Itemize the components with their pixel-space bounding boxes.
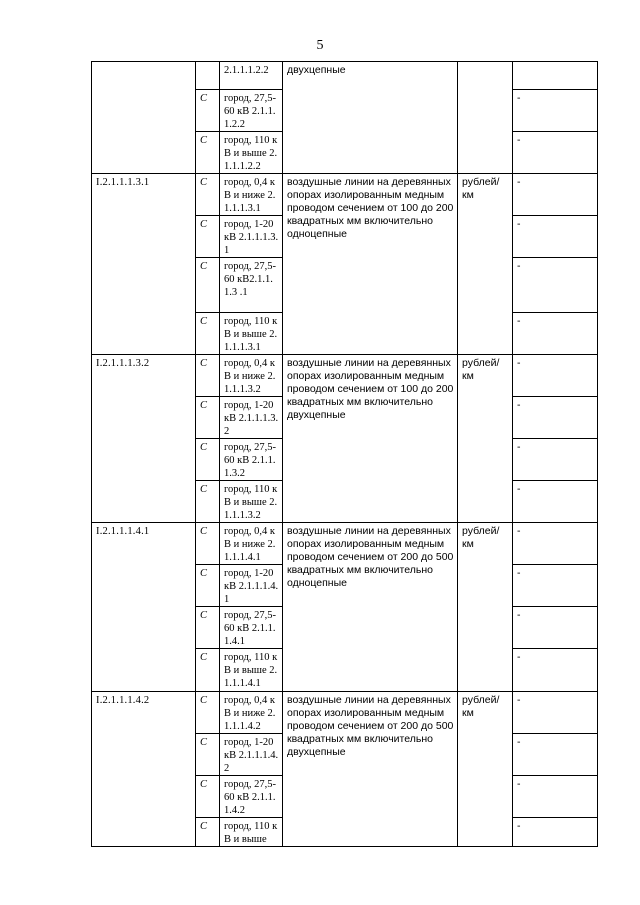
letter-cell: С [196, 174, 220, 216]
letter-cell: С [196, 649, 220, 692]
description-cell: воздушные линии на деревянных опорах изолированным медным проводом сечением от 200 до 500 квадратных мм включительно двухцепные [283, 692, 458, 847]
description-cell: воздушные линии на деревянных опорах изолированным медным проводом сечением от 200 до 500 квадратных мм включительно одноцепные [283, 523, 458, 692]
letter-cell: С [196, 818, 220, 847]
letter-cell: С [196, 258, 220, 313]
letter-cell [196, 62, 220, 90]
code-cell [92, 62, 196, 174]
unit-cell: рублей/ км [458, 355, 513, 523]
letter-cell: С [196, 439, 220, 481]
letter-cell: С [196, 397, 220, 439]
subcode-cell: город, 27,5-60 кВ 2.1.1.1.4.1 [220, 607, 283, 649]
value-cell: - [513, 397, 598, 439]
letter-cell: С [196, 607, 220, 649]
value-cell: - [513, 439, 598, 481]
table-row [92, 174, 598, 216]
value-cell: - [513, 818, 598, 847]
value-cell: - [513, 132, 598, 174]
table-row [92, 523, 598, 565]
table-row [92, 62, 598, 90]
code-cell: I.2.1.1.1.3.1 [92, 174, 196, 355]
value-cell: - [513, 258, 598, 313]
subcode-cell: город, 27,5-60 кВ 2.1.1.1.2.2 [220, 90, 283, 132]
letter-cell: С [196, 90, 220, 132]
subcode-cell: город, 110 кВ и выше 2.1.1.1.3.1 [220, 313, 283, 355]
subcode-cell: город, 110 кВ и выше 2.1.1.1.3.2 [220, 481, 283, 523]
value-cell [513, 62, 598, 90]
code-cell: I.2.1.1.1.4.1 [92, 523, 196, 692]
subcode-cell: город, 1-20 кВ 2.1.1.1.3.2 [220, 397, 283, 439]
subcode-cell: город, 27,5-60 кВ 2.1.1.1.4.2 [220, 776, 283, 818]
value-cell: - [513, 90, 598, 132]
letter-cell: С [196, 776, 220, 818]
page-number: 5 [316, 38, 324, 53]
value-cell: - [513, 565, 598, 607]
value-cell: - [513, 649, 598, 692]
value-cell: - [513, 692, 598, 734]
letter-cell: С [196, 216, 220, 258]
unit-cell: рублей/ км [458, 523, 513, 692]
letter-cell: С [196, 313, 220, 355]
letter-cell: С [196, 692, 220, 734]
code-cell: I.2.1.1.1.3.2 [92, 355, 196, 523]
subcode-cell: город, 27,5-60 кВ2.1.1.1.3 .1 [220, 258, 283, 313]
value-cell: - [513, 734, 598, 776]
subcode-cell: город, 0,4 кВ и ниже 2.1.1.1.4.1 [220, 523, 283, 565]
subcode-cell: город, 1-20 кВ 2.1.1.1.4.1 [220, 565, 283, 607]
description-cell: воздушные линии на деревянных опорах изолированным медным проводом сечением от 100 до 200 квадратных мм включительно одноцепные [283, 174, 458, 355]
value-cell: - [513, 174, 598, 216]
subcode-cell: город, 27,5-60 кВ 2.1.1.1.3.2 [220, 439, 283, 481]
subcode-cell: город, 1-20 кВ 2.1.1.1.3.1 [220, 216, 283, 258]
subcode-cell: 2.1.1.1.2.2 [220, 62, 283, 90]
description-cell: воздушные линии на деревянных опорах изолированным медным проводом сечением от 100 до 200 квадратных мм включительно двухцепные [283, 355, 458, 523]
letter-cell: С [196, 734, 220, 776]
description-cell: двухцепные [283, 62, 458, 174]
value-cell: - [513, 313, 598, 355]
letter-cell: С [196, 523, 220, 565]
letter-cell: С [196, 565, 220, 607]
code-cell: I.2.1.1.1.4.2 [92, 692, 196, 847]
letter-cell: С [196, 132, 220, 174]
subcode-cell: город, 0,4 кВ и ниже 2.1.1.1.4.2 [220, 692, 283, 734]
letter-cell: С [196, 481, 220, 523]
subcode-cell: город, 110 кВ и выше 2.1.1.1.4.1 [220, 649, 283, 692]
subcode-cell: город, 0,4 кВ и ниже 2.1.1.1.3.2 [220, 355, 283, 397]
subcode-cell: город, 110 кВ и выше [220, 818, 283, 847]
value-cell: - [513, 481, 598, 523]
subcode-cell: город, 1-20 кВ 2.1.1.1.4.2 [220, 734, 283, 776]
value-cell: - [513, 607, 598, 649]
unit-cell: рублей/ км [458, 692, 513, 847]
table-row [92, 692, 598, 734]
letter-cell: С [196, 355, 220, 397]
subcode-cell: город, 0,4 кВ и ниже 2.1.1.1.3.1 [220, 174, 283, 216]
unit-cell: рублей/ км [458, 174, 513, 355]
value-cell: - [513, 776, 598, 818]
rates-table [91, 61, 598, 847]
value-cell: - [513, 216, 598, 258]
subcode-cell: город, 110 кВ и выше 2.1.1.1.2.2 [220, 132, 283, 174]
value-cell: - [513, 355, 598, 397]
table-row [92, 355, 598, 397]
unit-cell [458, 62, 513, 174]
value-cell: - [513, 523, 598, 565]
